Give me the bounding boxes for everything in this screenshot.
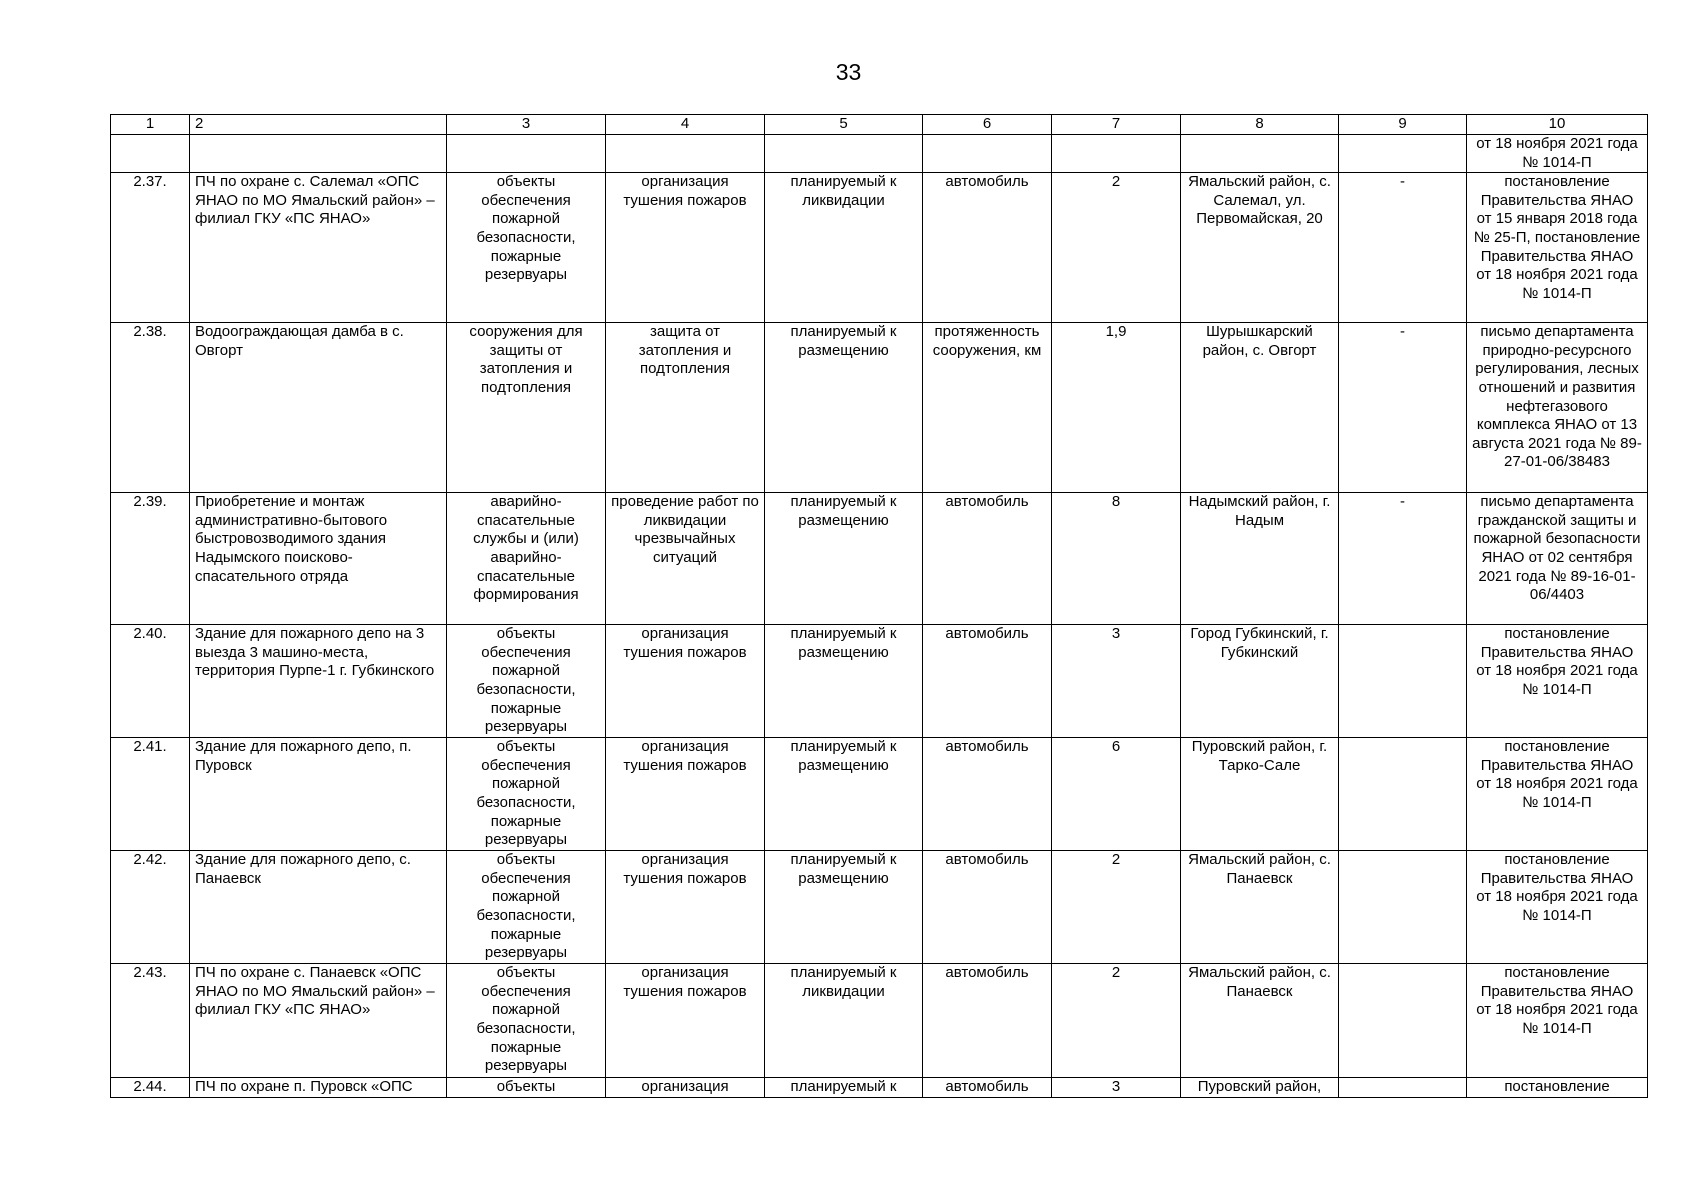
object-basis-cell: постановление Правительства ЯНАО от 18 ноября 2021 года № 1014-П [1467,738,1648,851]
table-row [111,1078,1648,1098]
object-purpose-cell: проведение работ по ликвидации чрезвычайных ситуаций [606,493,765,625]
object-status-cell: планируемый к размещению [765,493,923,625]
object-name-cell: Приобретение и монтаж административно-бытового быстровозводимого здания Надымского поисково-спасательного отряда [190,493,447,625]
object-purpose-cell: организация [606,1078,765,1098]
table-row [111,493,1648,625]
object-purpose-cell: организация тушения пожаров [606,964,765,1078]
row-number-cell: 2.41. [111,738,190,851]
object-characteristic-cell: автомобиль [923,851,1052,964]
object-location-cell: Ямальский район, с. Панаевск [1181,851,1339,964]
object-value-cell: 3 [1052,625,1181,738]
object-category-cell: аварийно-спасательные службы и (или) аварийно-спасательные формирования [447,493,606,625]
object-zone-cell [1339,625,1467,738]
object-zone-cell [1339,964,1467,1078]
header-cell-10: 10 [1467,115,1648,135]
object-name-cell: Здание для пожарного депо, с. Панаевск [190,851,447,964]
object-name-cell [190,135,447,173]
object-characteristic-cell: автомобиль [923,964,1052,1078]
object-location-cell: Город Губкинский, г. Губкинский [1181,625,1339,738]
object-name-cell: Здание для пожарного депо на 3 выезда 3 машино-места, территория Пурпе-1 г. Губкинского [190,625,447,738]
object-purpose-cell: организация тушения пожаров [606,173,765,323]
header-cell-3: 3 [447,115,606,135]
object-value-cell: 2 [1052,964,1181,1078]
row-number-cell: 2.44. [111,1078,190,1098]
object-purpose-cell: защита от затопления и подтопления [606,323,765,493]
header-cell-1: 1 [111,115,190,135]
object-name-cell: Водоограждающая дамба в с. Овгорт [190,323,447,493]
table-row [111,173,1648,323]
object-category-cell: объекты обеспечения пожарной безопасности, пожарные резервуары [447,738,606,851]
object-zone-cell: - [1339,173,1467,323]
row-number-cell: 2.42. [111,851,190,964]
object-characteristic-cell: автомобиль [923,625,1052,738]
object-basis-cell: письмо департамента гражданской защиты и пожарной безопасности ЯНАО от 02 сентября 2021 года № 89-16-01-06/4403 [1467,493,1648,625]
table-row [111,323,1648,493]
row-number-cell: 2.37. [111,173,190,323]
objects-table [110,114,1648,1098]
object-purpose-cell: организация тушения пожаров [606,625,765,738]
object-basis-cell: постановление Правительства ЯНАО от 18 ноября 2021 года № 1014-П [1467,625,1648,738]
object-basis-cell: от 18 ноября 2021 года № 1014-П [1467,135,1648,173]
object-basis-cell: письмо департамента природно-ресурсного регулирования, лесных отношений и развития нефтегазового комплекса ЯНАО от 13 августа 2021 года № 89-27-01-06/38483 [1467,323,1648,493]
object-purpose-cell: организация тушения пожаров [606,851,765,964]
object-category-cell: объекты обеспечения пожарной безопасности, пожарные резервуары [447,964,606,1078]
object-location-cell: Ямальский район, с. Салемал, ул. Первомайская, 20 [1181,173,1339,323]
object-category-cell [447,135,606,173]
object-value-cell: 2 [1052,851,1181,964]
object-status-cell: планируемый к размещению [765,738,923,851]
object-characteristic-cell [923,135,1052,173]
header-cell-8: 8 [1181,115,1339,135]
object-name-cell: ПЧ по охране с. Панаевск «ОПС ЯНАО по МО Ямальский район» – филиал ГКУ «ПС ЯНАО» [190,964,447,1078]
object-purpose-cell [606,135,765,173]
object-name-cell: Здание для пожарного депо, п. Пуровск [190,738,447,851]
row-number-cell [111,135,190,173]
object-zone-cell: - [1339,493,1467,625]
object-basis-cell: постановление Правительства ЯНАО от 18 ноября 2021 года № 1014-П [1467,964,1648,1078]
row-number-cell: 2.43. [111,964,190,1078]
table-row [111,135,1648,173]
object-status-cell: планируемый к размещению [765,851,923,964]
object-value-cell: 6 [1052,738,1181,851]
object-value-cell: 2 [1052,173,1181,323]
object-name-cell: ПЧ по охране с. Салемал «ОПС ЯНАО по МО Ямальский район» – филиал ГКУ «ПС ЯНАО» [190,173,447,323]
table-row [111,851,1648,964]
table-row [111,964,1648,1078]
object-category-cell: объекты обеспечения пожарной безопасности, пожарные резервуары [447,625,606,738]
object-location-cell: Пуровский район, г. Тарко-Сале [1181,738,1339,851]
object-purpose-cell: организация тушения пожаров [606,738,765,851]
object-characteristic-cell: автомобиль [923,738,1052,851]
object-zone-cell [1339,851,1467,964]
header-cell-4: 4 [606,115,765,135]
object-basis-cell: постановление Правительства ЯНАО от 18 ноября 2021 года № 1014-П [1467,851,1648,964]
object-characteristic-cell: автомобиль [923,493,1052,625]
object-basis-cell: постановление [1467,1078,1648,1098]
object-status-cell [765,135,923,173]
object-location-cell [1181,135,1339,173]
object-characteristic-cell: автомобиль [923,173,1052,323]
object-location-cell: Надымский район, г. Надым [1181,493,1339,625]
object-status-cell: планируемый к ликвидации [765,964,923,1078]
row-number-cell: 2.40. [111,625,190,738]
object-location-cell: Шурышкарский район, с. Овгорт [1181,323,1339,493]
object-characteristic-cell: автомобиль [923,1078,1052,1098]
object-zone-cell [1339,1078,1467,1098]
object-location-cell: Ямальский район, с. Панаевск [1181,964,1339,1078]
object-characteristic-cell: протяженность сооружения, км [923,323,1052,493]
object-zone-cell [1339,135,1467,173]
object-value-cell: 1,9 [1052,323,1181,493]
object-status-cell: планируемый к размещению [765,625,923,738]
header-cell-9: 9 [1339,115,1467,135]
object-value-cell: 3 [1052,1078,1181,1098]
object-category-cell: объекты обеспечения пожарной безопасности, пожарные резервуары [447,851,606,964]
row-number-cell: 2.39. [111,493,190,625]
page-number: 33 [835,59,862,85]
row-number-cell: 2.38. [111,323,190,493]
object-name-cell: ПЧ по охране п. Пуровск «ОПС [190,1078,447,1098]
table-header-row [111,115,1648,135]
object-value-cell: 8 [1052,493,1181,625]
object-value-cell [1052,135,1181,173]
object-status-cell: планируемый к [765,1078,923,1098]
object-category-cell: сооружения для защиты от затопления и подтопления [447,323,606,493]
object-category-cell: объекты [447,1078,606,1098]
object-basis-cell: постановление Правительства ЯНАО от 15 января 2018 года № 25-П, постановление Правительства ЯНАО от 18 ноября 2021 года № 1014-П [1467,173,1648,323]
header-cell-7: 7 [1052,115,1181,135]
object-category-cell: объекты обеспечения пожарной безопасности, пожарные резервуары [447,173,606,323]
object-zone-cell: - [1339,323,1467,493]
object-location-cell: Пуровский район, [1181,1078,1339,1098]
object-status-cell: планируемый к ликвидации [765,173,923,323]
object-status-cell: планируемый к размещению [765,323,923,493]
header-cell-6: 6 [923,115,1052,135]
object-zone-cell [1339,738,1467,851]
header-cell-2: 2 [190,115,447,135]
table-row [111,625,1648,738]
header-cell-5: 5 [765,115,923,135]
table-row [111,738,1648,851]
